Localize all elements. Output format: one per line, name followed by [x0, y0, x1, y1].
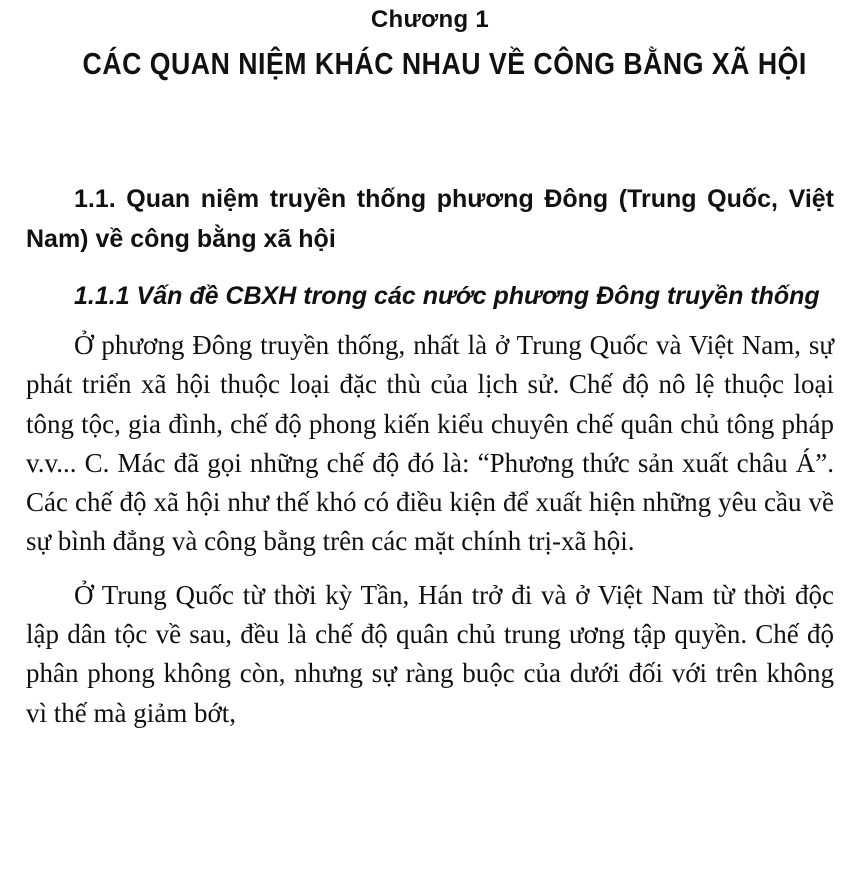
body-paragraph: Ở Trung Quốc từ thời kỳ Tần, Hán trở đi và ở Việt Nam từ thời độc lập dân tộc về sau, đều là chế độ quân chủ trung ương tập quyền. Chế độ phân phong không còn, nhưng sự ràng buộc của dưới đối với trên không vì thế mà giảm bớt, — [26, 579, 834, 728]
section-heading: 1.1. Quan niệm truyền thống phương Đông (Trung Quốc, Việt Nam) về công bằng xã hội — [26, 185, 834, 253]
chapter-title: CÁC QUAN NIỆM KHÁC NHAU VỀ CÔNG BẰNG XÃ HỘI — [82, 46, 807, 81]
subsection-heading: 1.1.1 Vấn đề CBXH trong các nước phương Đông truyền thống — [74, 282, 820, 310]
body-paragraph: Ở phương Đông truyền thống, nhất là ở Trung Quốc và Việt Nam, sự phát triển xã hội thuộc loại đặc thù của lịch sử. Chế độ nô lệ thuộc loại tông tộc, gia đình, chế độ phong kiến kiểu chuyên chế quân chủ tông pháp v.v... C. Mác đã gọi những chế độ đó là: “Phương thức sản xuất châu Á”. Các chế độ xã hội như thế khó có điều kiện để xuất hiện những yêu cầu về sự bình đẳng và công bằng trên các mặt chính trị-xã hội. — [26, 330, 834, 557]
chapter-label: Chương 1 — [370, 6, 490, 33]
